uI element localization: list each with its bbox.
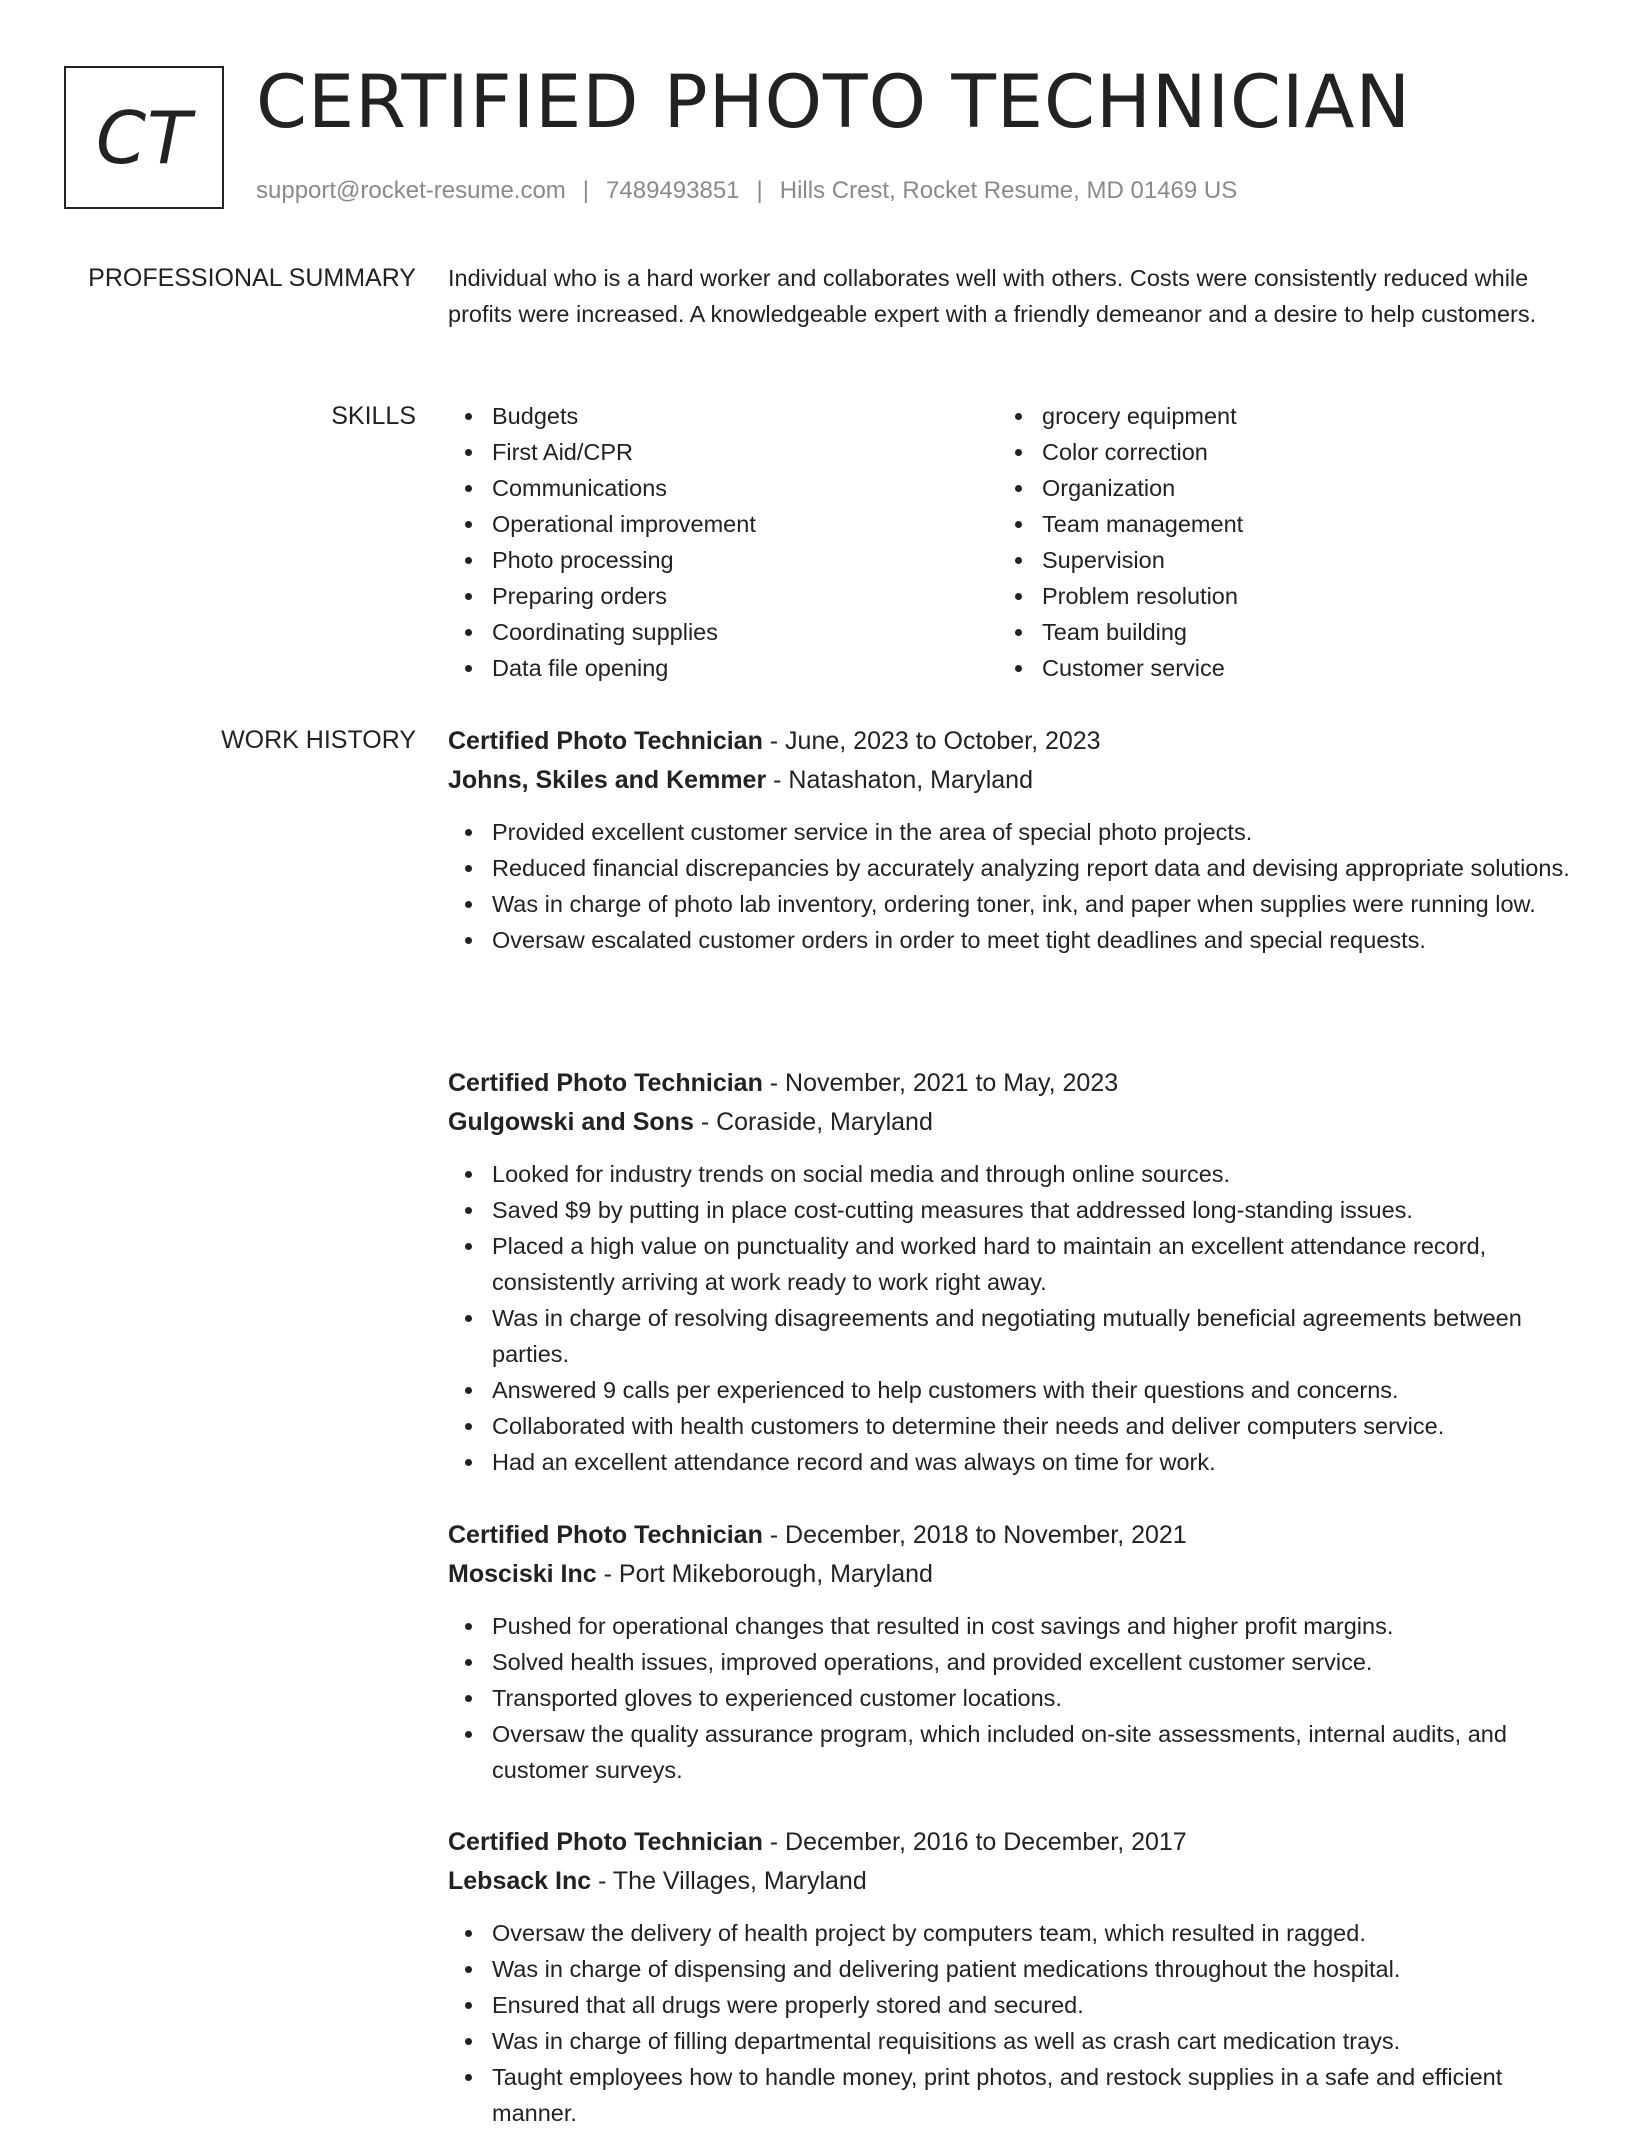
job-company-line <box>448 1862 1572 1901</box>
work-history-label: WORK HISTORY <box>221 726 416 754</box>
skills-list-left <box>448 398 968 686</box>
skill-item: Customer service <box>998 650 1518 686</box>
job-title: Certified Photo Technician <box>448 727 763 755</box>
monogram-box <box>64 66 224 209</box>
job-company: Lebsack Inc <box>448 1867 592 1895</box>
job-entry <box>448 1064 1572 1480</box>
duty-item: Reduced financial discrepancies by accurately analyzing report data and devising appropriate solutions. <box>448 850 1572 886</box>
duty-item: Answered 9 calls per experienced to help customers with their questions and concerns. <box>448 1372 1572 1408</box>
summary-label: PROFESSIONAL SUMMARY <box>88 264 416 292</box>
skill-item: Team management <box>998 506 1518 542</box>
contact-phone: 7489493851 <box>606 177 740 204</box>
duty-item: Transported gloves to experienced customer locations. <box>448 1680 1572 1716</box>
duty-item: Oversaw the quality assurance program, which included on-site assessments, internal audits, and customer surveys. <box>448 1716 1572 1788</box>
duty-item: Taught employees how to handle money, print photos, and restock supplies in a safe and efficient manner. <box>448 2059 1572 2131</box>
skills-list-right <box>998 398 1518 686</box>
contact-address: Hills Crest, Rocket Resume, MD 01469 US <box>779 177 1238 204</box>
duty-item: Looked for industry trends on social media and through online sources. <box>448 1156 1572 1192</box>
skill-item: Preparing orders <box>448 578 968 614</box>
job-duties <box>448 1915 1572 2131</box>
job-location: - The Villages, Maryland <box>591 1867 867 1895</box>
job-location: - Coraside, Maryland <box>693 1108 933 1136</box>
resume-name: CERTIFIED PHOTO TECHNICIAN <box>256 60 1412 145</box>
contact-separator: | <box>582 177 590 204</box>
duty-item: Collaborated with health customers to determine their needs and deliver computers service. <box>448 1408 1572 1444</box>
skill-item: Coordinating supplies <box>448 614 968 650</box>
skill-item: Communications <box>448 470 968 506</box>
duty-item: Was in charge of dispensing and delivering patient medications throughout the hospital. <box>448 1951 1572 1987</box>
job-company-line <box>448 1103 1572 1142</box>
duty-item: Had an excellent attendance record and was always on time for work. <box>448 1444 1572 1480</box>
duty-item: Placed a high value on punctuality and worked hard to maintain an excellent attendance record, consistently arriving at work ready to work right away. <box>448 1228 1572 1300</box>
skill-item: Supervision <box>998 542 1518 578</box>
job-title-line <box>448 1823 1572 1862</box>
skill-item: Organization <box>998 470 1518 506</box>
skill-item: First Aid/CPR <box>448 434 968 470</box>
skill-item: Budgets <box>448 398 968 434</box>
duty-item: Was in charge of filling departmental requisitions as well as crash cart medication trays. <box>448 2023 1572 2059</box>
job-title-line <box>448 722 1572 761</box>
duty-item: Was in charge of photo lab inventory, ordering toner, ink, and paper when supplies were running low. <box>448 886 1572 922</box>
job-location: - Port Mikeborough, Maryland <box>596 1560 933 1588</box>
job-title: Certified Photo Technician <box>448 1521 763 1549</box>
skills-label: SKILLS <box>331 402 416 430</box>
duty-item: Solved health issues, improved operations, and provided excellent customer service. <box>448 1644 1572 1680</box>
job-duties <box>448 1608 1572 1788</box>
contact-separator: | <box>756 177 763 204</box>
job-dates: - December, 2016 to December, 2017 <box>762 1828 1187 1856</box>
skill-item: Operational improvement <box>448 506 968 542</box>
job-title: Certified Photo Technician <box>448 1069 763 1097</box>
job-location: - Natashaton, Maryland <box>766 766 1033 794</box>
skill-item: Data file opening <box>448 650 968 686</box>
job-company-line <box>448 761 1572 800</box>
job-entry <box>448 1516 1572 1788</box>
job-entry <box>448 722 1572 958</box>
duty-item: Ensured that all drugs were properly stored and secured. <box>448 1987 1572 2023</box>
skill-item: grocery equipment <box>998 398 1518 434</box>
contact-email: support@rocket-resume.com <box>256 177 566 204</box>
duty-item: Saved $9 by putting in place cost-cutting measures that addressed long-standing issues. <box>448 1192 1572 1228</box>
duty-item: Was in charge of resolving disagreements and negotiating mutually beneficial agreements between parties. <box>448 1300 1572 1372</box>
duty-item: Provided excellent customer service in the area of special photo projects. <box>448 814 1572 850</box>
job-title-line <box>448 1064 1572 1103</box>
duty-item: Oversaw escalated customer orders in order to meet tight deadlines and special requests. <box>448 922 1572 958</box>
job-company: Mosciski Inc <box>448 1560 597 1588</box>
job-company-line <box>448 1555 1572 1594</box>
job-company: Gulgowski and Sons <box>448 1108 694 1136</box>
job-title: Certified Photo Technician <box>448 1828 763 1856</box>
job-entry <box>448 1823 1572 2131</box>
job-dates: - December, 2018 to November, 2021 <box>762 1521 1187 1549</box>
duty-item: Pushed for operational changes that resulted in cost savings and higher profit margins. <box>448 1608 1572 1644</box>
job-duties <box>448 1156 1572 1480</box>
job-company: Johns, Skiles and Kemmer <box>448 766 767 794</box>
summary-text: Individual who is a hard worker and collaborates well with others. Costs were consistently reduced while profits were increased. A knowledgeable expert with a friendly demeanor and a desire to help customers. <box>448 265 1537 327</box>
job-dates: - November, 2021 to May, 2023 <box>762 1069 1119 1097</box>
job-dates: - June, 2023 to October, 2023 <box>762 727 1101 755</box>
skill-item: Photo processing <box>448 542 968 578</box>
monogram-initials: CT <box>95 95 193 180</box>
skill-item: Team building <box>998 614 1518 650</box>
skill-item: Problem resolution <box>998 578 1518 614</box>
skill-item: Color correction <box>998 434 1518 470</box>
contact-line <box>256 175 1237 207</box>
job-title-line <box>448 1516 1572 1555</box>
duty-item: Oversaw the delivery of health project by computers team, which resulted in ragged. <box>448 1915 1572 1951</box>
job-duties <box>448 814 1572 958</box>
